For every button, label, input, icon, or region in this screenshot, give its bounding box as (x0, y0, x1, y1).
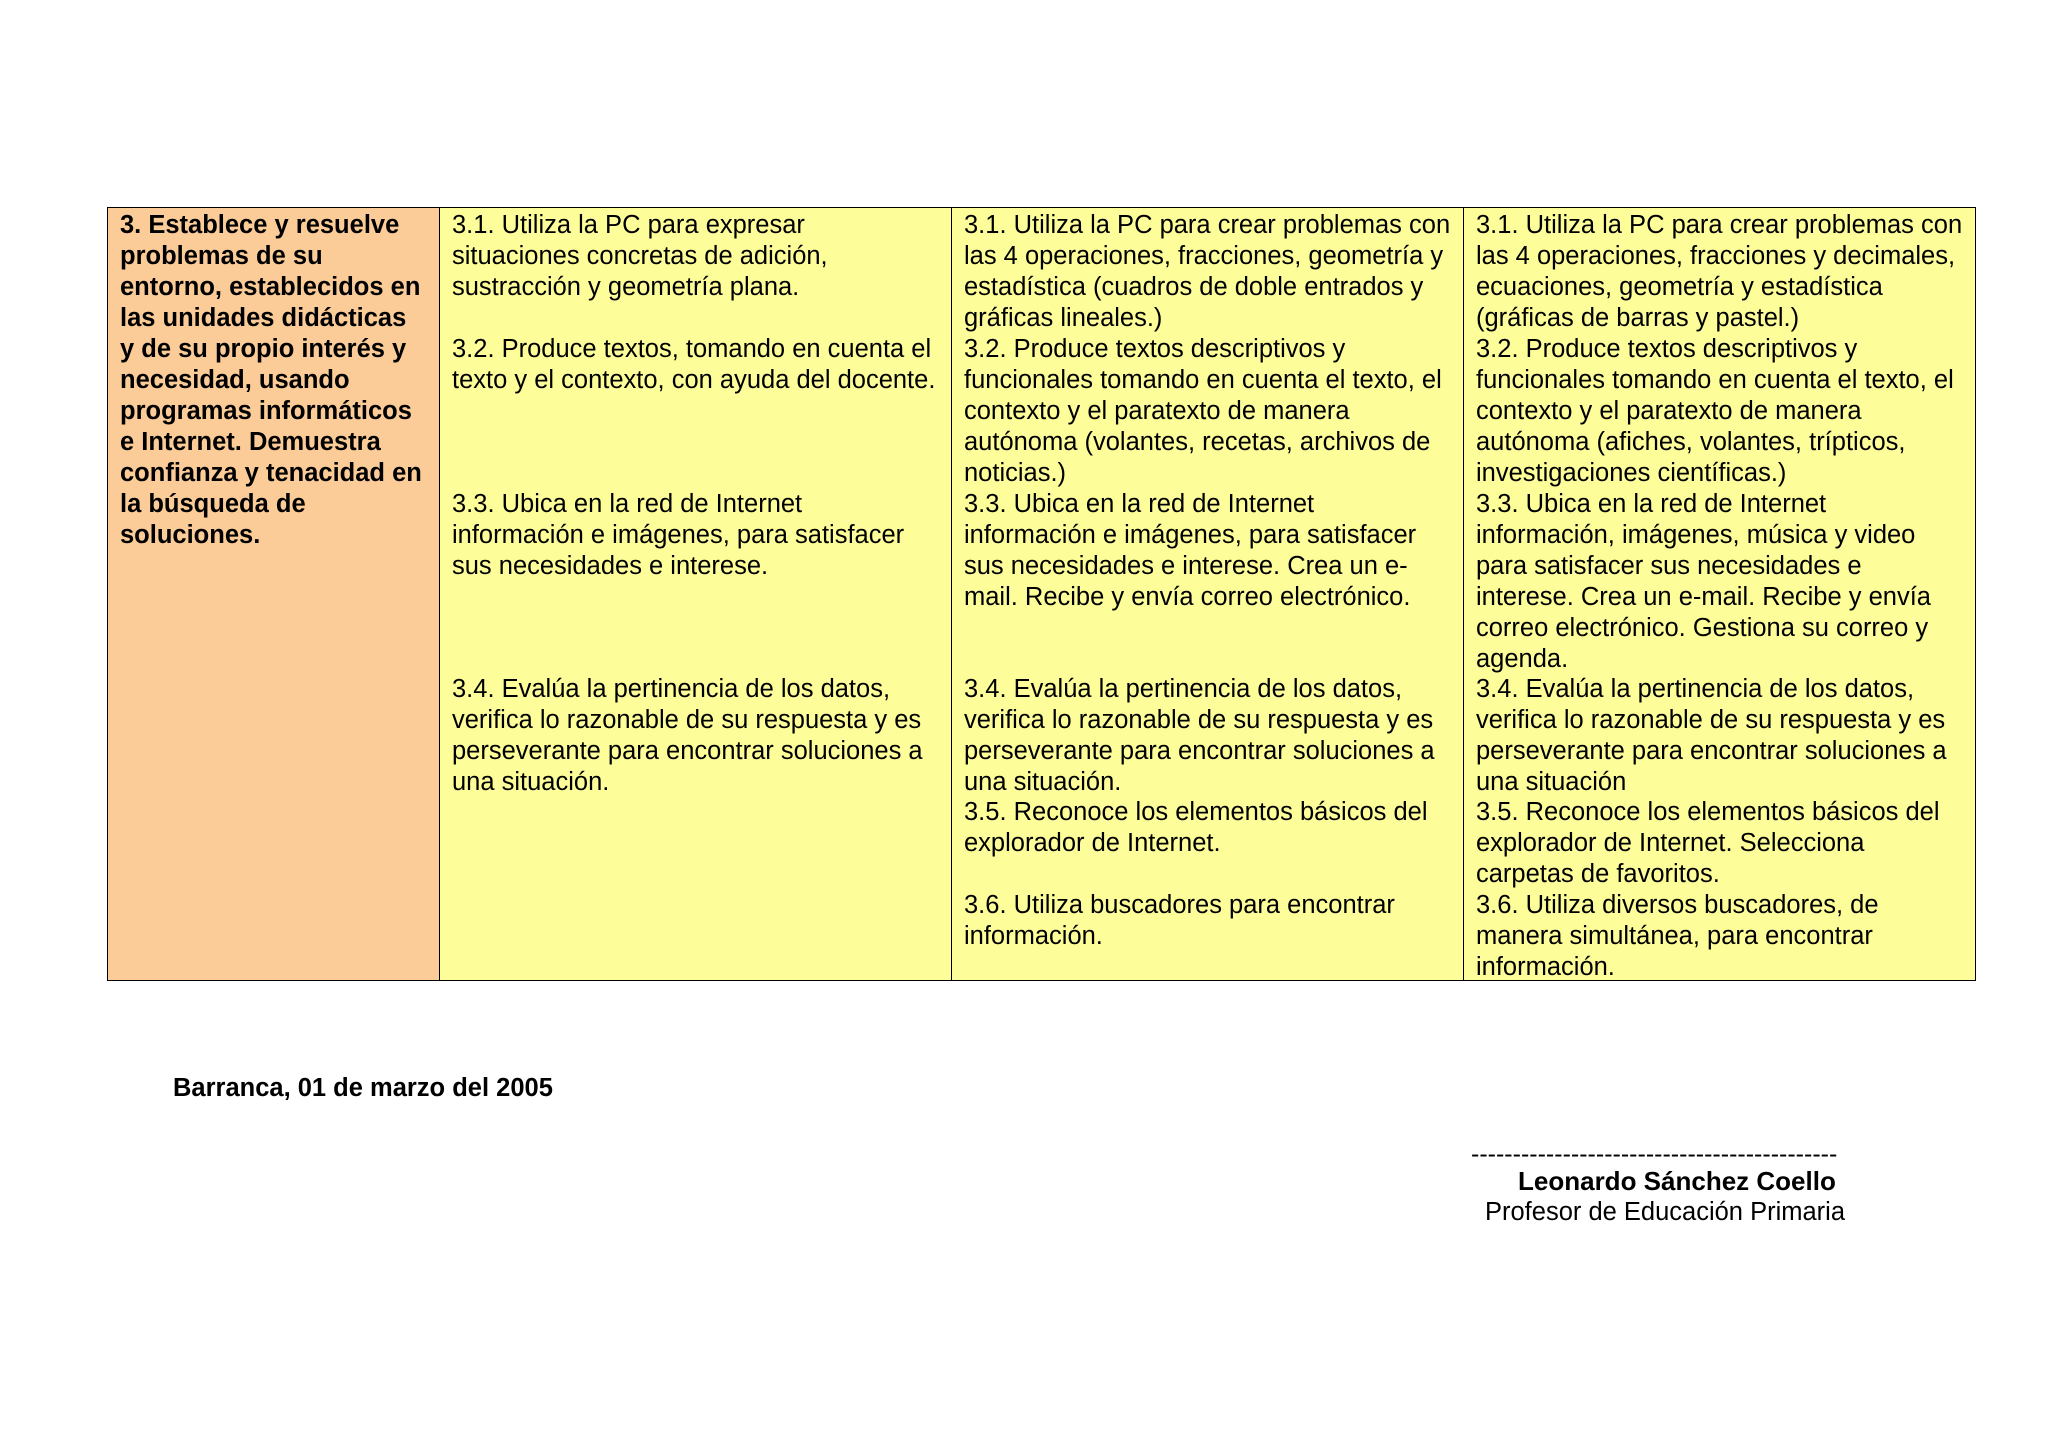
capacity-item: 3.3. Ubica en la red de Internet información e imágenes, para satisfacer sus necesidades e interese. (452, 490, 905, 580)
competence-text: 3. Establece y resuelve problemas de su entorno, establecidos en las unidades didácticas y de su propio interés y necesidad, usando programas informáticos e Internet. Demuestra confianza y tenacidad en la búsqueda de soluciones. (120, 211, 422, 549)
capacity-item: 3.4. Evalúa la pertinencia de los datos, verifica lo razonable de su respuesta y es perseverante para encontrar soluciones a una situación (1476, 675, 1947, 796)
signature-line: -------------------------------------------- (1471, 1140, 1838, 1168)
capacity-item: 3.3. Ubica en la red de Internet información e imágenes, para satisfacer sus necesidades e interese. Crea un e-mail. Recibe y envía correo electrónico. (964, 490, 1417, 611)
competencies-table (107, 207, 1976, 981)
place-date: Barranca, 01 de marzo del 2005 (173, 1074, 553, 1102)
capacity-item: 3.6. Utiliza diversos buscadores, de manera simultánea, para encontrar información. (1476, 891, 1879, 981)
capacity-item: 3.1. Utiliza la PC para crear problemas con las 4 operaciones, fracciones y decimales, ecuaciones, geometría y estadística (gráficas de barras y pastel.) (1476, 211, 1963, 332)
capacity-item: 3.2. Produce textos descriptivos y funcionales tomando en cuenta el texto, el contexto y el paratexto de manera autónoma (afiches, volantes, trípticos, investigaciones científicas.) (1476, 335, 1954, 487)
capacity-item: 3.4. Evalúa la pertinencia de los datos, verifica lo razonable de su respuesta y es perseverante para encontrar soluciones a una situación. (964, 675, 1435, 796)
capacity-item: 3.5. Reconoce los elementos básicos del explorador de Internet. (964, 798, 1428, 857)
capacity-item: 3.1. Utiliza la PC para expresar situaciones concretas de adición, sustracción y geometría plana. (452, 211, 828, 301)
capacity-item: 3.5. Reconoce los elementos básicos del explorador de Internet. Selecciona carpetas de favoritos. (1476, 798, 1940, 888)
capacity-item: 3.3. Ubica en la red de Internet información, imágenes, música y video para satisfacer sus necesidades e interese. Crea un e-mail. Recibe y envía correo electrónico. Gestiona su correo y agenda. (1476, 490, 1931, 673)
capacity-item: 3.2. Produce textos descriptivos y funcionales tomando en cuenta el texto, el contexto y el paratexto de manera autónoma (volantes, recetas, archivos de noticias.) (964, 335, 1442, 487)
signer-name: Leonardo Sánchez Coello (1518, 1166, 1836, 1196)
capacity-item: 3.1. Utiliza la PC para crear problemas con las 4 operaciones, fracciones, geometría y estadística (cuadros de doble entrados y gráficas lineales.) (964, 211, 1451, 332)
capacity-column-1 (440, 208, 952, 981)
capacity-item: 3.6. Utiliza buscadores para encontrar información. (964, 891, 1395, 950)
capacity-column-3 (1464, 208, 1976, 981)
table-row (108, 208, 1976, 981)
capacity-item: 3.4. Evalúa la pertinencia de los datos, verifica lo razonable de su respuesta y es perseverante para encontrar soluciones a una situación. (452, 675, 923, 796)
competence-cell (108, 208, 440, 981)
capacity-column-2 (952, 208, 1464, 981)
capacity-item: 3.2. Produce textos, tomando en cuenta el texto y el contexto, con ayuda del docente. (452, 335, 936, 394)
signer-role: Profesor de Educación Primaria (1485, 1198, 1846, 1226)
